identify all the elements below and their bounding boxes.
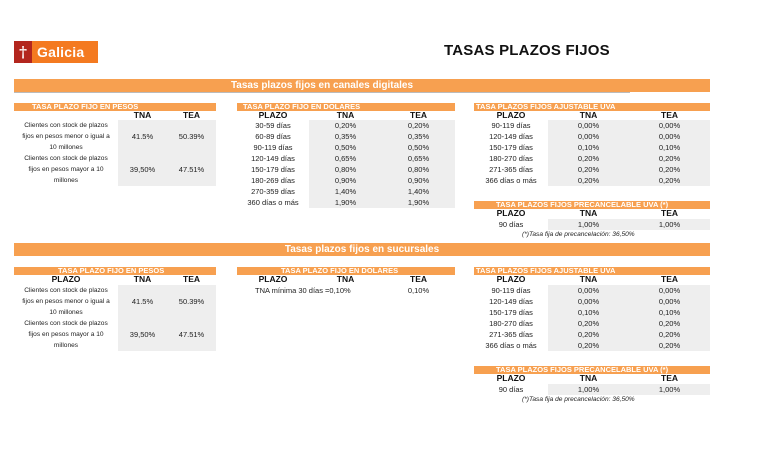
- cell-tna: 0,35%: [309, 131, 382, 142]
- col-tna: TNA: [579, 274, 598, 284]
- col-tna: TNA: [336, 110, 355, 120]
- cell-tea: 0,90%: [382, 175, 455, 186]
- digital-uva-header: TASA PLAZOS FIJOS AJUSTABLE UVA: [474, 103, 710, 111]
- table-row: [474, 142, 710, 153]
- band-digital: Tasas plazos fijos en canales digitales: [14, 79, 630, 93]
- brand-mark-icon: †: [14, 41, 32, 63]
- suc-uva-header: TASA PLAZOS FIJOS AJUSTABLE UVA: [474, 267, 710, 275]
- cell-tea: 1,00%: [629, 219, 710, 230]
- table-row: [237, 131, 455, 142]
- suc-preca-table: [474, 366, 710, 403]
- col-tea: TEA: [410, 274, 427, 284]
- table-row: [237, 120, 455, 131]
- col-tea: TEA: [183, 274, 200, 284]
- suc-dolares-header: TASA PLAZO FIJO EN DOLARES: [237, 267, 455, 275]
- table-row: [474, 131, 710, 142]
- cell-plazo: 120-149 días: [489, 297, 533, 306]
- table-row: [14, 318, 216, 351]
- cell-plazo: 180-269 días: [251, 176, 295, 185]
- col-tna: TNA: [579, 110, 598, 120]
- precancel-note: (*)Tasa fija de precancelación: 36,50%: [522, 231, 635, 238]
- cell-plazo: 180-270 días: [489, 154, 533, 163]
- col-tna: TNA: [133, 274, 152, 284]
- cell-tna: 1,40%: [309, 186, 382, 197]
- table-row: [474, 285, 710, 296]
- cell-plazo: 180-270 días: [489, 319, 533, 328]
- cell-plazo: 90-119 días: [253, 143, 293, 152]
- cell-tna: 0,20%: [548, 340, 629, 351]
- table-row: [474, 307, 710, 318]
- row-desc: Clientes con stock de plazos fijos en pesos menor o igual a 10 millones: [22, 287, 110, 316]
- cell-tna: 0,00%: [548, 296, 629, 307]
- row-tna: 41.5%: [118, 120, 167, 153]
- digital-preca-table: [474, 201, 710, 238]
- cell-tea: 0,00%: [629, 296, 710, 307]
- suc-preca-header: TASA PLAZOS FIJOS PRECANCELABLE UVA (*): [474, 366, 710, 374]
- cell-tea: 0,10%: [629, 142, 710, 153]
- cell-tna: 0,20%: [309, 120, 382, 131]
- cell-tna: 1,00%: [548, 384, 629, 395]
- col-plazo: PLAZO: [496, 208, 526, 218]
- digital-preca-header: TASA PLAZOS FIJOS PRECANCELABLE UVA (*): [474, 201, 710, 209]
- suc-uva-table: [474, 267, 710, 351]
- cell-tea: 0,20%: [629, 175, 710, 186]
- row-desc: Clientes con stock de plazos fijos en pesos mayor a 10 millones: [24, 320, 108, 349]
- col-tea: TEA: [661, 208, 678, 218]
- suc-pesos-table: [14, 267, 216, 351]
- col-plazo: PLAZO: [496, 274, 526, 284]
- cell-tna: 0,20%: [548, 153, 629, 164]
- cell-plazo: 120-149 días: [251, 154, 295, 163]
- cell-plazo: 271-365 días: [489, 330, 533, 339]
- cell-tea: 0,80%: [382, 164, 455, 175]
- cell-tea: 0,20%: [629, 153, 710, 164]
- table-row: [474, 384, 710, 395]
- cell-tna: 0,50%: [309, 142, 382, 153]
- table-row: [237, 285, 455, 296]
- cell-tea: 0,65%: [382, 153, 455, 164]
- table-row: [14, 285, 216, 318]
- cell-plazo: 150-179 días: [489, 143, 533, 152]
- cell-plazo: 90 días: [498, 220, 524, 229]
- col-tea: TEA: [661, 274, 678, 284]
- digital-pesos-header: TASA PLAZO FIJO EN PESOS: [14, 103, 216, 111]
- cell-tea: 0,10%: [407, 286, 430, 295]
- cell-plazo: 90-119 días: [491, 121, 531, 130]
- brand-name: Galicia: [37, 44, 85, 60]
- row-tna: 41.5%: [118, 285, 167, 318]
- cell-plazo: 360 días o más: [247, 198, 299, 207]
- cell-tna: 0,20%: [548, 175, 629, 186]
- table-row: [237, 153, 455, 164]
- table-row: [474, 164, 710, 175]
- cell-tna: 0,00%: [548, 285, 629, 296]
- cell-plazo: 90 días: [498, 385, 524, 394]
- band-sucursales: Tasas plazos fijos en sucursales: [14, 243, 710, 256]
- row-tna: 39,50%: [118, 153, 167, 186]
- table-row: [237, 175, 455, 186]
- row-desc: Clientes con stock de plazos fijos en pesos menor o igual a 10 millones: [22, 122, 110, 151]
- cell-plazo: 366 días o más: [485, 341, 537, 350]
- cell-tna: 0,65%: [309, 153, 382, 164]
- col-plazo: PLAZO: [258, 274, 288, 284]
- suc-dolares-table: [237, 267, 455, 296]
- table-row: [14, 120, 216, 153]
- cell-tna: 0,00%: [548, 131, 629, 142]
- col-plazo: PLAZO: [496, 373, 526, 383]
- cell-tna: 1,00%: [548, 219, 629, 230]
- cell-plazo: 270-359 días: [251, 187, 295, 196]
- col-tna: TNA: [336, 274, 355, 284]
- cell-tea: 1,40%: [382, 186, 455, 197]
- digital-dolares-header: TASA PLAZO FIJO EN DOLARES: [237, 103, 455, 111]
- row-tea: 47.51%: [167, 153, 216, 186]
- row-tea: 47.51%: [167, 318, 216, 351]
- cell-tea: 0,50%: [382, 142, 455, 153]
- suc-pesos-header: TASA PLAZO FIJO EN PESOS: [14, 267, 216, 275]
- cell-plazo: 150-179 días: [251, 165, 295, 174]
- digital-dolares-table: [237, 103, 455, 208]
- row-tea: 50.39%: [167, 120, 216, 153]
- row-desc: Clientes con stock de plazos fijos en pesos mayor a 10 millones: [24, 155, 108, 184]
- table-row: [474, 296, 710, 307]
- cell-tna: 0,20%: [548, 329, 629, 340]
- cell-tea: 0,20%: [629, 318, 710, 329]
- cell-plazo: 90-119 días: [491, 286, 531, 295]
- table-row: [474, 340, 710, 351]
- cell-tea: 0,20%: [629, 164, 710, 175]
- col-tea: TEA: [410, 110, 427, 120]
- row-tna: 39,50%: [118, 318, 167, 351]
- col-tea: TEA: [661, 373, 678, 383]
- cell-tna: 0,10%: [548, 307, 629, 318]
- cell-plazo: 60-89 días: [255, 132, 291, 141]
- cell-tea: 0,00%: [629, 131, 710, 142]
- cell-tna: 0,10%: [548, 142, 629, 153]
- precancel-note: (*)Tasa fija de precancelación: 36,50%: [522, 396, 635, 403]
- cell-tna: 0,20%: [548, 164, 629, 175]
- band-digital-extension: [630, 79, 710, 92]
- cell-tea: 1,00%: [629, 384, 710, 395]
- table-row: [237, 186, 455, 197]
- table-row: [237, 142, 455, 153]
- cell-plazo: 120-149 días: [489, 132, 533, 141]
- digital-uva-table: [474, 103, 710, 186]
- cell-plazo: 30-59 días: [255, 121, 291, 130]
- cell-tna: 0,80%: [309, 164, 382, 175]
- cell-tna: 0,90%: [309, 175, 382, 186]
- table-row: [474, 219, 710, 230]
- cell-plazo: 150-179 días: [489, 308, 533, 317]
- col-tea: TEA: [183, 110, 200, 120]
- table-row: [237, 197, 455, 208]
- table-row: [474, 120, 710, 131]
- cell-tea: 0,10%: [629, 307, 710, 318]
- col-tna: TNA: [579, 373, 598, 383]
- table-row: [474, 175, 710, 186]
- col-plazo: PLAZO: [496, 110, 526, 120]
- cell-tea: 0,20%: [382, 120, 455, 131]
- cell-tea: 0,20%: [629, 329, 710, 340]
- page-title: TASAS PLAZOS FIJOS: [444, 42, 610, 59]
- cell-tna: 0,20%: [548, 318, 629, 329]
- col-tna: TNA: [579, 208, 598, 218]
- table-row: [474, 318, 710, 329]
- cell-tna: 0,00%: [548, 120, 629, 131]
- cell-tna-minima: TNA mínima 30 días =0,10%: [255, 286, 351, 295]
- cell-tea: 0,00%: [629, 285, 710, 296]
- cell-tea: 0,00%: [629, 120, 710, 131]
- cell-plazo: 271-365 días: [489, 165, 533, 174]
- col-plazo: PLAZO: [51, 274, 81, 284]
- row-tea: 50.39%: [167, 285, 216, 318]
- table-row: [14, 153, 216, 186]
- col-tna: TNA: [133, 110, 152, 120]
- table-row: [474, 329, 710, 340]
- table-row: [474, 153, 710, 164]
- cell-tea: 0,35%: [382, 131, 455, 142]
- cell-tea: 0,20%: [629, 340, 710, 351]
- cell-tea: 1,90%: [382, 197, 455, 208]
- cell-tna: 1,90%: [309, 197, 382, 208]
- galicia-logo: [14, 41, 98, 63]
- col-plazo: PLAZO: [258, 110, 288, 120]
- digital-pesos-table: [14, 103, 216, 186]
- cell-plazo: 366 días o más: [485, 176, 537, 185]
- table-row: [237, 164, 455, 175]
- col-tea: TEA: [661, 110, 678, 120]
